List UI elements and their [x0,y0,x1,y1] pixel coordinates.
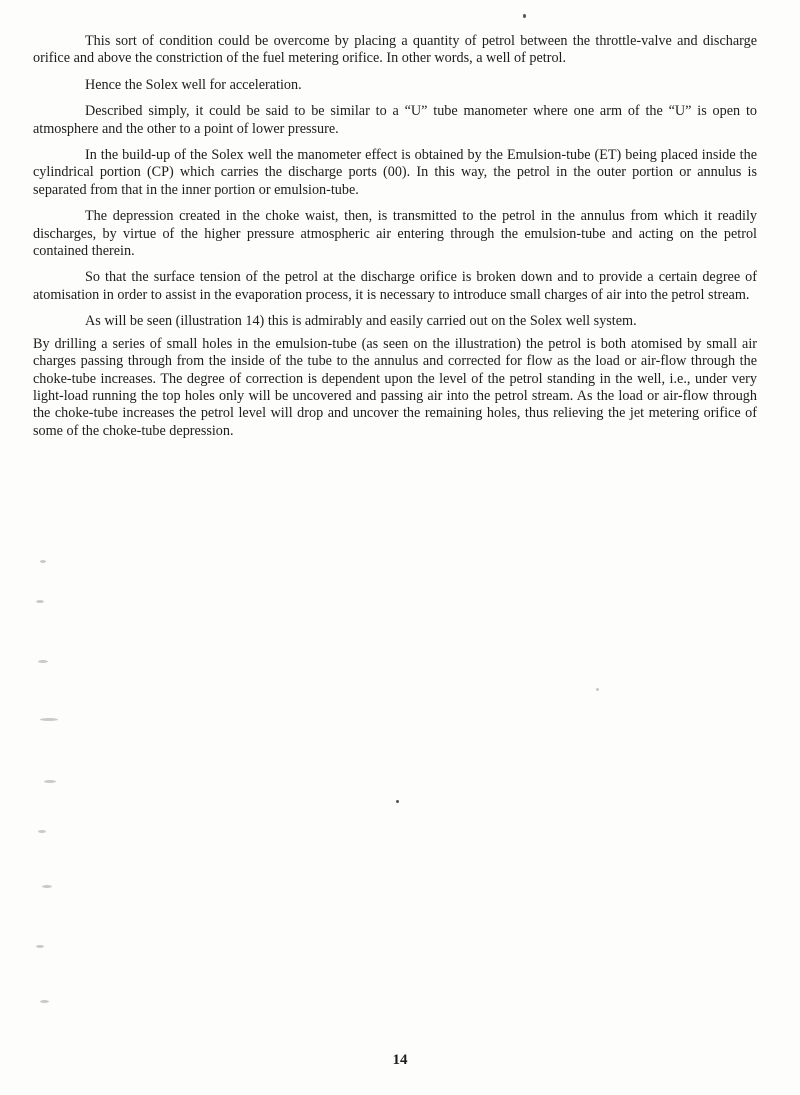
scan-speck [36,945,44,948]
paragraph-drilling-holes: By drilling a series of small holes in the emulsion-tube (as seen on the illustration) the petrol is both atomised by small air charges passing through from the inside of the tube to the annulus and corrected for flow as the load or air-flow through the choke-tube increases. The degree of correction is dependent upon the level of the petrol standing in the well, i.e., under very light-load running the top holes only will be uncovered and passing air into the petrol stream. As the load or air-flow through the choke-tube increases the petrol level will drop and uncover the remaining holes, thus relieving the jet metering orifice of some of the choke-tube depression. [33,335,757,439]
scan-speck [44,780,56,783]
page-number: 14 [392,1052,408,1068]
scan-speck [36,600,44,603]
scan-speck [40,718,58,721]
scan-speck [40,560,46,563]
paragraph-well-of-petrol: This sort of condition could be overcome by placing a quantity of petrol between the throttle-valve and discharge orifice and above the constriction of the fuel metering orifice. In other words, a well of petrol. [33,33,757,67]
scan-speck [396,800,399,803]
scan-speck [38,660,48,663]
scan-speck [523,14,526,18]
paragraph-depression: The depression created in the choke waist, then, is transmitted to the petrol in the annulus from which it readily discharges, by virtue of the higher pressure atmospheric air entering through the emulsion-tube and acting on the petrol contained therein. [33,208,757,260]
paragraph-surface-tension: So that the surface tension of the petrol at the discharge orifice is broken down and to provide a certain degree of atomisation in order to assist in the evaporation process, it is necessary to introduce small charges of air into the petrol stream. [33,269,757,303]
scan-speck [40,1000,49,1003]
paragraph-manometer: Described simply, it could be said to be similar to a “U” tube manometer where one arm of the “U” is open to atmosphere and the other to a point of lower pressure. [33,103,757,137]
paragraph-emulsion-tube: In the build-up of the Solex well the manometer effect is obtained by the Emulsion-tube (ET) being placed inside the cylindrical portion (CP) which carries the discharge ports (00). In this way, the petrol in the outer portion or annulus is separated from that in the inner portion or emulsion-tube. [33,147,757,198]
body-text [33,33,757,449]
scan-speck [38,830,46,833]
scan-speck [42,885,52,888]
paragraph-illustration-ref: As will be seen (illustration 14) this is admirably and easily carried out on the Solex well system. [85,313,637,330]
scan-speck [596,688,599,691]
paragraph-solex-well: Hence the Solex well for acceleration. [85,76,302,93]
